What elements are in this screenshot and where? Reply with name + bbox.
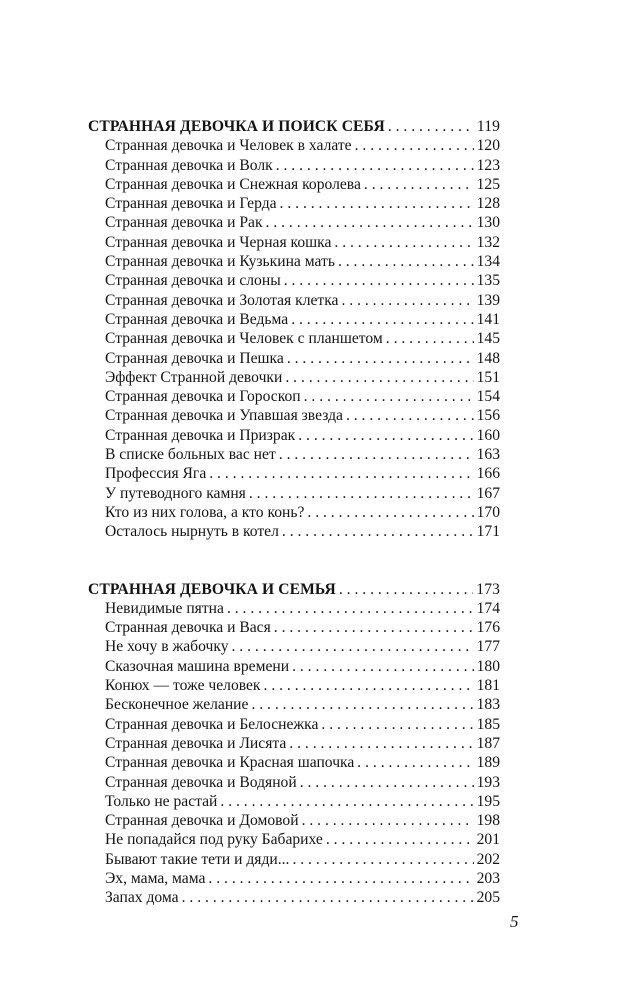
entry-title: Бывают такие тети и дяди...: [105, 850, 290, 868]
dot-leader: [364, 175, 474, 194]
entry-title: Странная девочка и Гороскоп: [105, 388, 301, 406]
dot-leader: [220, 792, 473, 811]
toc-entry: [88, 503, 500, 522]
entry-title: Странная девочка и Черная кошка: [105, 233, 332, 251]
dot-leader: [302, 811, 474, 830]
dot-leader: [279, 445, 474, 464]
entry-page: 166: [476, 465, 500, 483]
entry-title: Только не растай: [105, 792, 218, 810]
dot-leader: [388, 117, 474, 136]
entry-page: 141: [476, 310, 500, 328]
toc-entry: [88, 753, 500, 772]
dot-leader: [386, 329, 474, 348]
dot-leader: [264, 676, 474, 695]
toc-entry: [88, 869, 500, 888]
section-heading: [88, 580, 500, 599]
entry-title: Конюх — тоже человек: [105, 677, 261, 695]
toc-entry: [88, 329, 500, 348]
entry-page: 167: [476, 484, 500, 502]
section-page: 119: [476, 118, 500, 135]
entry-title: Осталось нырнуть в котел: [105, 523, 279, 541]
entry-title: Странная девочка и Упавшая звезда: [105, 407, 343, 425]
entry-list: [88, 136, 500, 541]
toc-entry: [88, 695, 500, 714]
toc-entry: [88, 734, 500, 753]
entry-page: 151: [476, 368, 500, 386]
dot-leader: [285, 368, 473, 387]
entry-page: 203: [476, 869, 500, 887]
entry-title: Странная девочка и Лисята: [105, 734, 287, 752]
toc-entry: [88, 599, 500, 618]
toc-entry: [88, 657, 500, 676]
toc-entry: [88, 888, 500, 907]
entry-title: Сказочная машина времени: [105, 657, 290, 675]
entry-page: 132: [476, 233, 500, 251]
dot-leader: [287, 349, 474, 368]
entry-page: 174: [476, 599, 500, 617]
dot-leader: [355, 136, 474, 155]
entry-page: 163: [476, 446, 500, 464]
entry-title: Кто из них голова, а кто конь?: [105, 503, 305, 521]
entry-page: 195: [476, 792, 500, 810]
entry-title: Эффект Странной девочки: [105, 368, 283, 386]
entry-page: 177: [476, 638, 500, 656]
entry-page: 202: [476, 850, 500, 868]
entry-title: Бесконечное желание: [105, 696, 249, 714]
toc-entry: [88, 194, 500, 213]
dot-leader: [357, 753, 473, 772]
toc-entry: [88, 811, 500, 830]
dot-leader: [292, 657, 474, 676]
entry-title: Странная девочка и Призрак: [105, 426, 296, 444]
toc-entry: [88, 156, 500, 175]
dot-leader: [282, 522, 474, 541]
toc-entry: [88, 291, 500, 310]
dot-leader: [321, 715, 473, 734]
entry-page: 154: [476, 388, 500, 406]
dot-leader: [251, 695, 473, 714]
dot-leader: [341, 291, 473, 310]
dot-leader: [227, 599, 474, 618]
page-number: 5: [510, 912, 519, 931]
entry-page: 185: [476, 715, 500, 733]
dot-leader: [298, 426, 473, 445]
toc-section-family: [88, 580, 500, 908]
entry-page: 189: [476, 754, 500, 772]
dot-leader: [249, 484, 474, 503]
entry-page: 183: [476, 696, 500, 714]
entry-title: Странная девочка и Водяной: [105, 773, 297, 791]
section-heading: [88, 117, 500, 136]
toc-entry: [88, 464, 500, 483]
toc-entry: [88, 484, 500, 503]
entry-page: 160: [476, 426, 500, 444]
entry-page: 193: [476, 773, 500, 791]
dot-leader: [334, 233, 473, 252]
toc-entry: [88, 850, 500, 869]
toc-entry: [88, 792, 500, 811]
entry-title: Странная девочка и Красная шапочка: [105, 754, 355, 772]
toc-entry: [88, 426, 500, 445]
entry-page: 181: [476, 677, 500, 695]
dot-leader: [280, 194, 474, 213]
entry-page: 139: [476, 291, 500, 309]
dot-leader: [338, 252, 474, 271]
dot-leader: [291, 310, 473, 329]
toc-entry: [88, 830, 500, 849]
dot-leader: [304, 387, 474, 406]
toc-entry: [88, 213, 500, 232]
entry-title: Странная девочка и Человек в халате: [105, 137, 352, 155]
dot-leader: [208, 869, 473, 888]
entry-page: 128: [476, 195, 500, 213]
table-of-contents: [88, 117, 500, 946]
toc-entry: [88, 715, 500, 734]
dot-leader: [292, 850, 473, 869]
entry-title: Эх, мама, мама: [105, 869, 206, 887]
entry-page: 201: [476, 831, 500, 849]
toc-entry: [88, 233, 500, 252]
dot-leader: [346, 406, 474, 425]
toc-entry: [88, 445, 500, 464]
toc-entry: [88, 368, 500, 387]
entry-title: Странная девочка и Домовой: [105, 812, 299, 830]
toc-entry: [88, 136, 500, 155]
dot-leader: [300, 773, 474, 792]
entry-title: Странная девочка и Человек с планшетом: [105, 330, 383, 348]
entry-page: 205: [476, 889, 500, 907]
dot-leader: [266, 213, 474, 232]
entry-page: 176: [476, 619, 500, 637]
entry-title: Странная девочка и Кузькина мать: [105, 253, 335, 271]
toc-entry: [88, 175, 500, 194]
entry-page: 125: [476, 175, 500, 193]
toc-entry: [88, 349, 500, 368]
toc-section-search-self: [88, 117, 500, 542]
entry-title: Профессия Яга: [105, 465, 207, 483]
entry-page: 135: [476, 272, 500, 290]
entry-title: Странная девочка и Рак: [105, 214, 263, 232]
dot-leader: [276, 156, 474, 175]
entry-page: 187: [476, 734, 500, 752]
entry-title: Странная девочка и Герда: [105, 195, 277, 213]
dot-leader: [182, 888, 474, 907]
entry-title: Не попадайся под руку Бабарихе: [105, 831, 323, 849]
entry-title: Странная девочка и слоны: [105, 272, 281, 290]
dot-leader: [232, 637, 474, 656]
entry-page: 134: [476, 253, 500, 271]
entry-title: Странная девочка и Пешка: [105, 349, 284, 367]
entry-title: Странная девочка и Золотая клетка: [105, 291, 339, 309]
toc-entry: [88, 618, 500, 637]
entry-list: [88, 599, 500, 908]
entry-title: Запах дома: [105, 889, 179, 907]
entry-title: Невидимые пятна: [105, 599, 224, 617]
dot-leader: [274, 618, 474, 637]
entry-title: В списке больных вас нет: [105, 446, 276, 464]
section-page: 173: [476, 580, 500, 598]
toc-entry: [88, 310, 500, 329]
entry-page: 156: [476, 407, 500, 425]
section-title: СТРАННАЯ ДЕВОЧКА И ПОИСК СЕБЯ: [88, 118, 385, 135]
dot-leader: [289, 734, 473, 753]
entry-title: Не хочу в жабочку: [105, 638, 229, 656]
entry-page: 171: [476, 523, 500, 541]
entry-title: Странная девочка и Белоснежка: [105, 715, 319, 733]
entry-page: 180: [476, 657, 500, 675]
entry-title: Странная девочка и Волк: [105, 156, 273, 174]
toc-entry: [88, 637, 500, 656]
entry-page: 170: [476, 503, 500, 521]
dot-leader: [284, 271, 474, 290]
entry-title: Странная девочка и Снежная королева: [105, 175, 361, 193]
entry-page: 148: [476, 349, 500, 367]
entry-page: 198: [476, 812, 500, 830]
entry-title: Странная девочка и Вася: [105, 619, 271, 637]
toc-entry: [88, 406, 500, 425]
entry-page: 120: [476, 137, 500, 155]
toc-entry: [88, 773, 500, 792]
toc-entry: [88, 252, 500, 271]
dot-leader: [307, 503, 473, 522]
toc-entry: [88, 271, 500, 290]
dot-leader: [326, 830, 474, 849]
toc-entry: [88, 522, 500, 541]
entry-title: Странная девочка и Ведьма: [105, 310, 289, 328]
dot-leader: [209, 464, 473, 483]
entry-title: У путеводного камня: [105, 484, 246, 502]
dot-leader: [339, 580, 473, 599]
section-title: СТРАННАЯ ДЕВОЧКА И СЕМЬЯ: [88, 580, 336, 598]
entry-page: 123: [476, 156, 500, 174]
toc-entry: [88, 387, 500, 406]
entry-page: 130: [476, 214, 500, 232]
entry-page: 145: [476, 330, 500, 348]
toc-entry: [88, 676, 500, 695]
